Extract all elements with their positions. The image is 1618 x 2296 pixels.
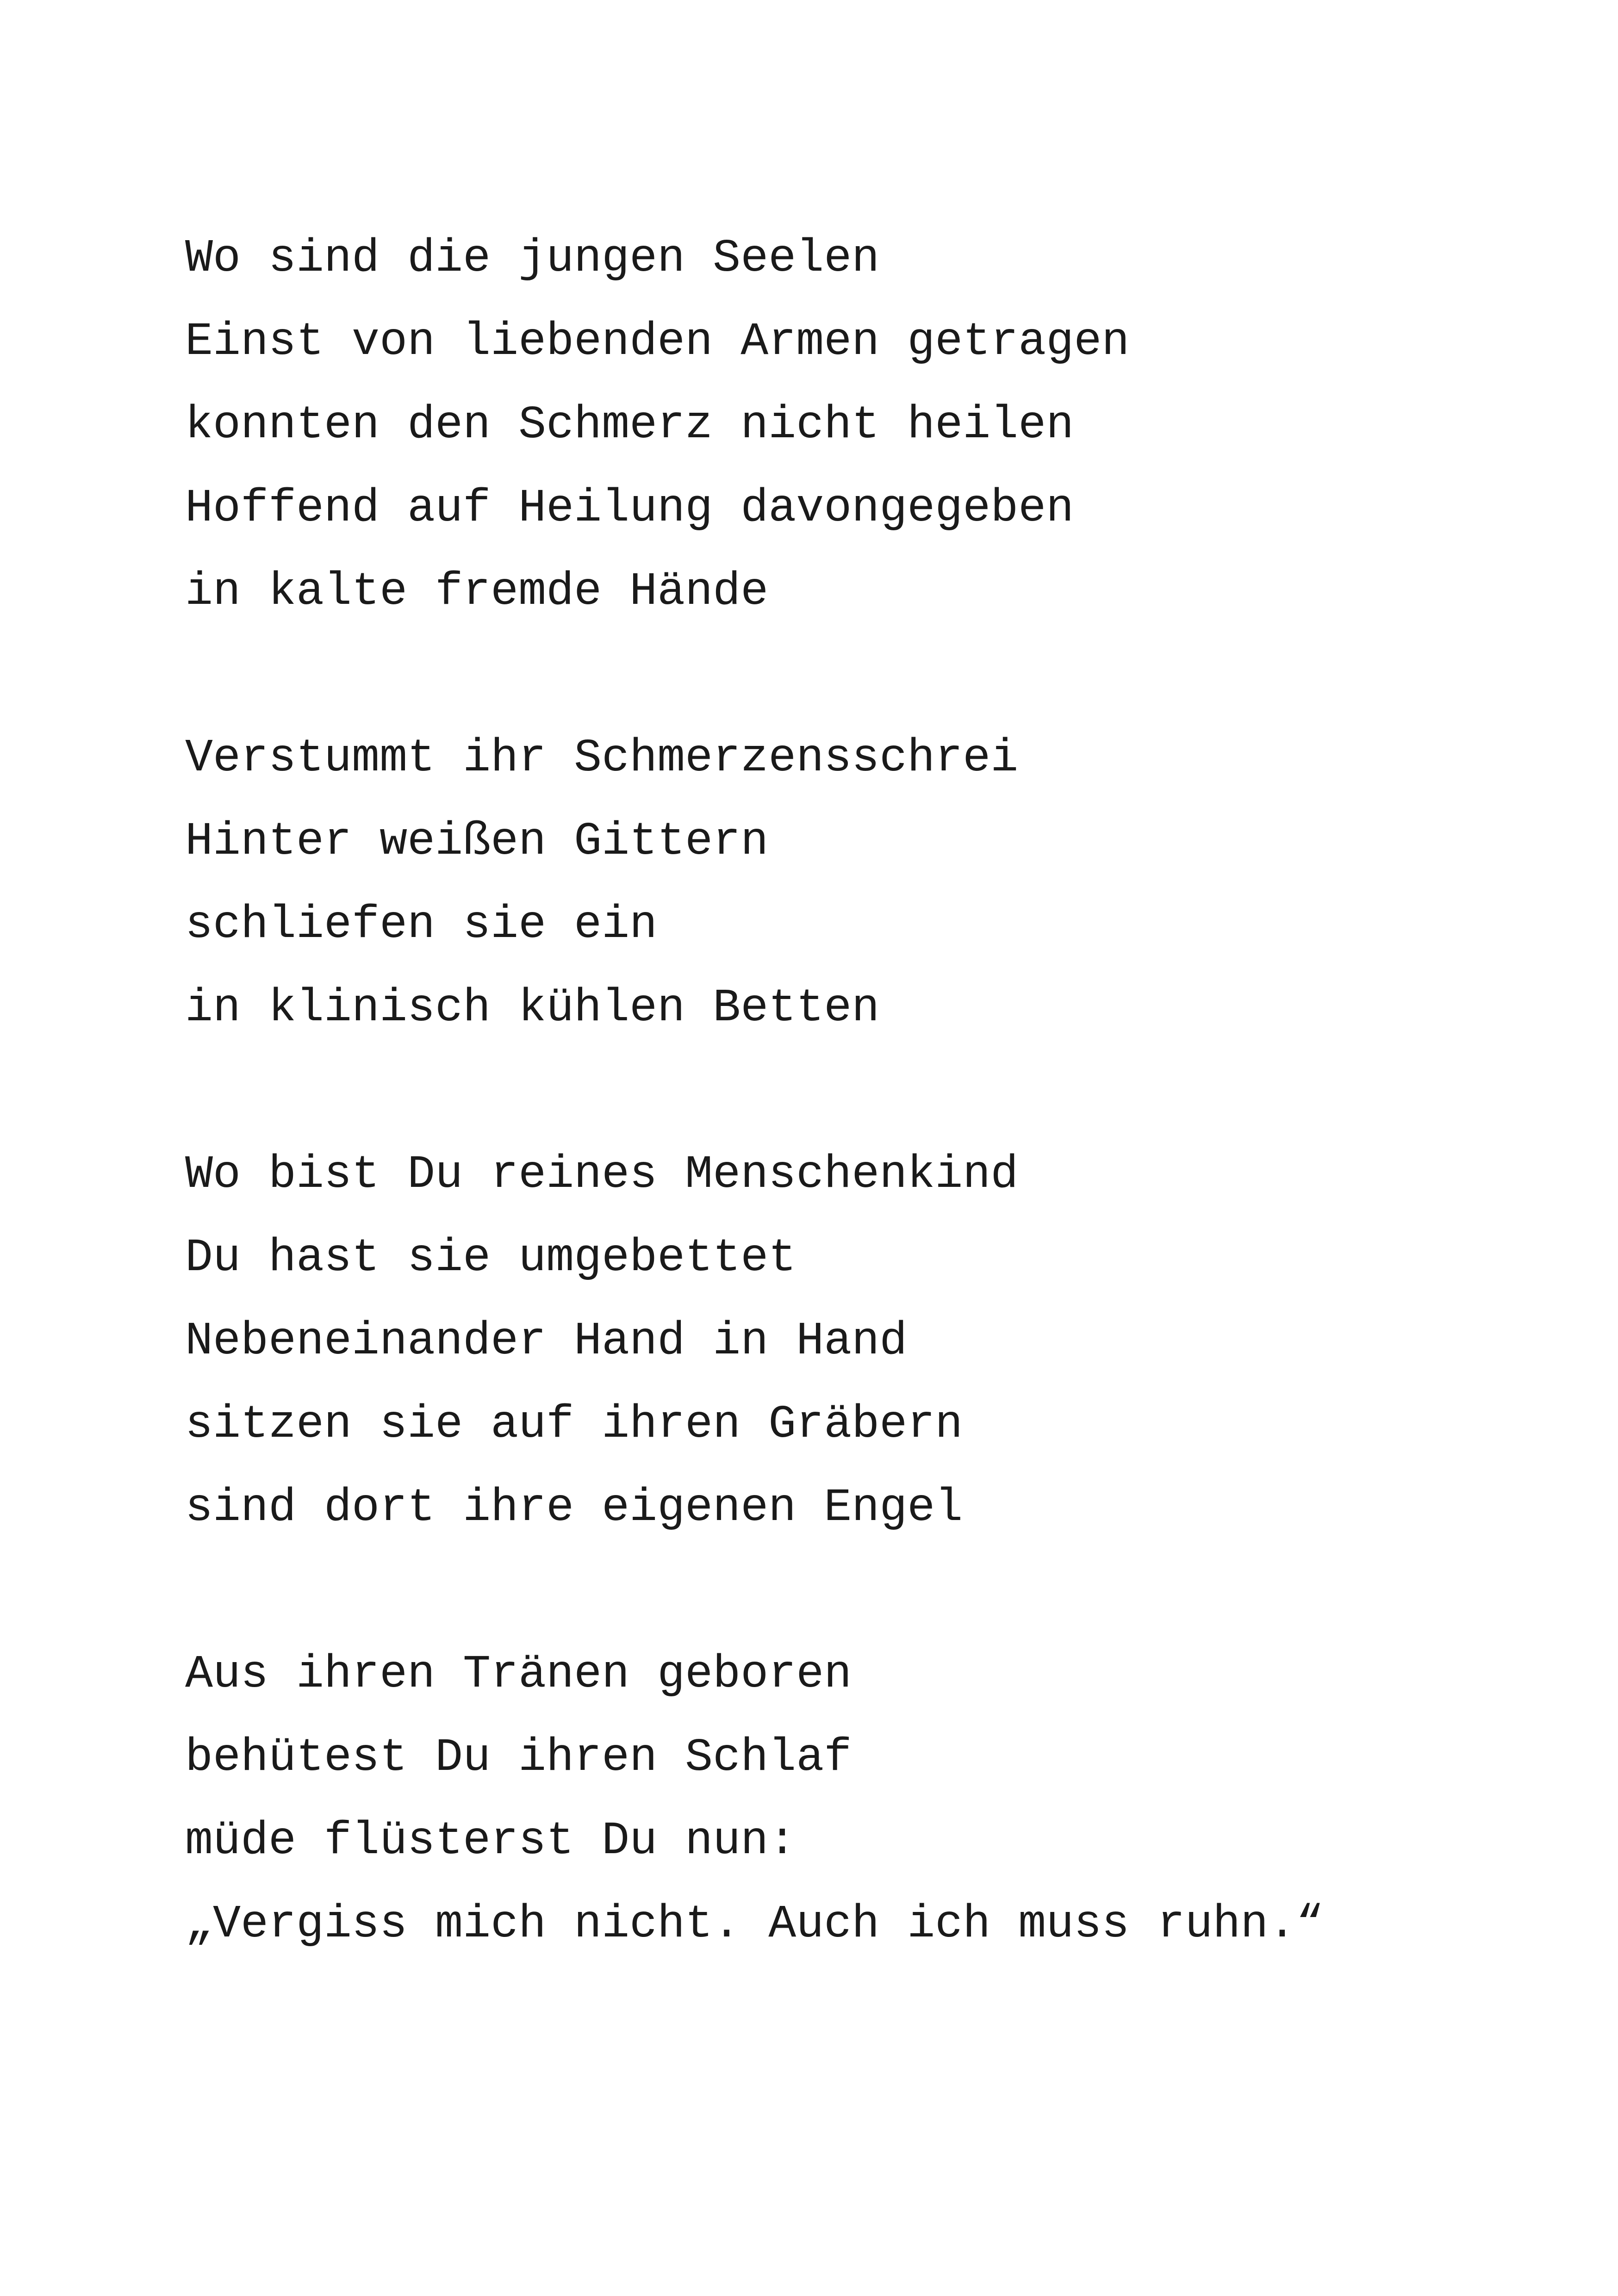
poem-line: Verstummt ihr Schmerzensschrei: [185, 732, 1019, 785]
poem-line: Wo bist Du reines Menschenkind: [185, 1149, 1019, 1201]
stanza-2: [185, 717, 1574, 1050]
poem-line: müde flüsterst Du nun:: [185, 1815, 797, 1868]
stanza-divider: [185, 1050, 1574, 1134]
poem-line: schliefen sie ein: [185, 899, 658, 951]
stanza-4: [185, 1633, 1574, 1967]
poem-line: Einst von liebenden Armen getragen: [185, 316, 1130, 368]
poem-line: Hoffend auf Heilung davongegeben: [185, 483, 1074, 535]
stanza-divider: [185, 1550, 1574, 1633]
poem-line: sitzen sie auf ihren Gräbern: [185, 1399, 963, 1451]
poem: [185, 217, 1574, 1967]
poem-line: in kalte fremde Hände: [185, 566, 769, 618]
poem-line: in klinisch kühlen Betten: [185, 982, 880, 1035]
poem-line: Du hast sie umgebettet: [185, 1232, 797, 1285]
poem-line: sind dort ihre eigenen Engel: [185, 1482, 963, 1534]
stanza-divider: [185, 634, 1574, 717]
poem-line: behütest Du ihren Schlaf: [185, 1732, 852, 1784]
stanza-1: [185, 217, 1574, 634]
poem-line: Hinter weißen Gittern: [185, 816, 769, 868]
stanza-3: [185, 1134, 1574, 1550]
poem-line: Nebeneinander Hand in Hand: [185, 1316, 908, 1368]
poem-line: Aus ihren Tränen geboren: [185, 1649, 852, 1701]
poem-line: „Vergiss mich nicht. Auch ich muss ruhn.“: [185, 1899, 1324, 1951]
poem-line: konnten den Schmerz nicht heilen: [185, 399, 1074, 452]
poem-line: Wo sind die jungen Seelen: [185, 233, 880, 285]
